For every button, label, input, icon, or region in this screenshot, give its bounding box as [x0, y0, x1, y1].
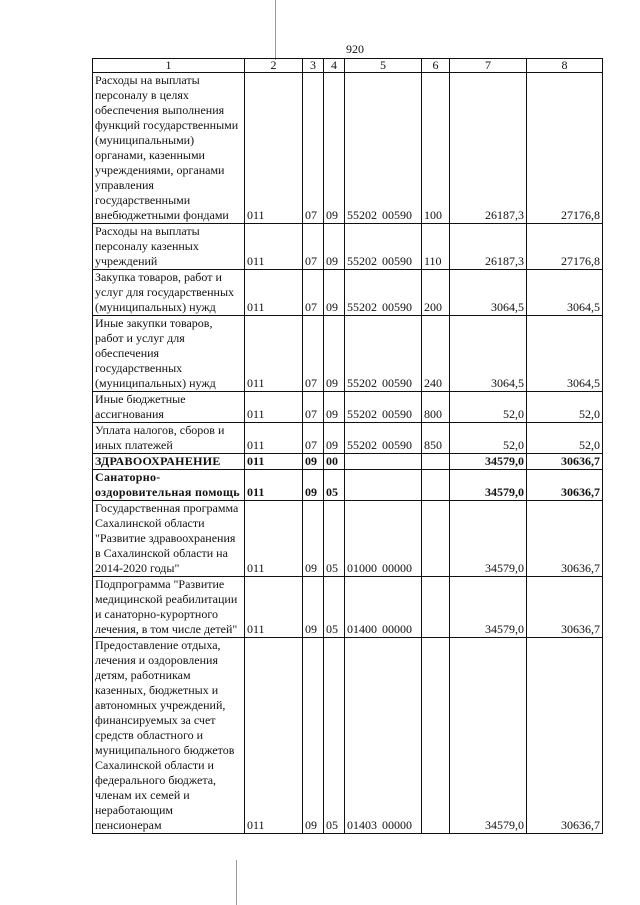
ministry-code: 011 [245, 423, 303, 454]
section-code: 07 [303, 73, 324, 224]
target-article-program: 01000 [347, 561, 377, 575]
expense-item-name: Закупка товаров, работ и услуг для государственных (муниципальных) нужд [93, 270, 245, 316]
amount-year-1: 26187,3 [450, 73, 527, 224]
subsection-code: 05 [324, 577, 345, 638]
target-article-code [345, 392, 422, 423]
ministry-code: 011 [245, 224, 303, 270]
amount-year-1: 3064,5 [450, 316, 527, 392]
expense-type-code: 100 [422, 73, 450, 224]
table-row [93, 470, 603, 501]
target-article-code [345, 224, 422, 270]
subsection-code: 05 [324, 501, 345, 577]
amount-year-1: 52,0 [450, 392, 527, 423]
amount-year-1: 34579,0 [450, 638, 527, 834]
target-article-direction: 00000 [382, 561, 412, 575]
section-code: 09 [303, 577, 324, 638]
subsection-code: 09 [324, 73, 345, 224]
target-article-code [345, 423, 422, 454]
column-header: 7 [450, 59, 527, 73]
target-article-code [345, 270, 422, 316]
target-article-code [345, 470, 422, 501]
target-article-direction: 00590 [382, 208, 412, 222]
expense-item-name: Иные закупки товаров, работ и услуг для обеспечения государственных (муниципальных) нужд [93, 316, 245, 392]
target-article-program: 01403 [347, 818, 377, 832]
section-code: 09 [303, 470, 324, 501]
amount-year-1: 34579,0 [450, 501, 527, 577]
amount-year-2: 30636,7 [527, 638, 603, 834]
table-row [93, 423, 603, 454]
amount-year-1: 34579,0 [450, 454, 527, 470]
expense-item-name: Расходы на выплаты персоналу казенных учреждений [93, 224, 245, 270]
ministry-code: 011 [245, 454, 303, 470]
table-row [93, 638, 603, 834]
target-article-program: 01400 [347, 622, 377, 636]
expense-item-name: Государственная программа Сахалинской области "Развитие здравоохранения в Сахалинской области на 2014-2020 годы" [93, 501, 245, 577]
amount-year-1: 26187,3 [450, 224, 527, 270]
table-row [93, 224, 603, 270]
target-article-code [345, 454, 422, 470]
column-header: 3 [303, 59, 324, 73]
target-article-program: 55202 [347, 208, 377, 222]
ministry-code: 011 [245, 501, 303, 577]
subsection-code: 05 [324, 470, 345, 501]
expense-type-code [422, 638, 450, 834]
column-header: 5 [345, 59, 422, 73]
amount-year-2: 30636,7 [527, 501, 603, 577]
column-header: 8 [527, 59, 603, 73]
amount-year-2: 27176,8 [527, 224, 603, 270]
amount-year-2: 52,0 [527, 423, 603, 454]
amount-year-1: 3064,5 [450, 270, 527, 316]
subsection-code: 09 [324, 316, 345, 392]
section-code: 07 [303, 224, 324, 270]
amount-year-2: 3064,5 [527, 316, 603, 392]
expense-item-name: Иные бюджетные ассигнования [93, 392, 245, 423]
page-number: 920 [346, 42, 364, 56]
target-article-code [345, 316, 422, 392]
target-article-program: 55202 [347, 254, 377, 268]
section-code: 09 [303, 638, 324, 834]
target-article-direction: 00590 [382, 407, 412, 421]
column-header: 2 [245, 59, 303, 73]
scan-fold-line [236, 860, 237, 905]
ministry-code: 011 [245, 470, 303, 501]
section-code: 07 [303, 423, 324, 454]
target-article-direction: 00000 [382, 818, 412, 832]
budget-table-body [93, 59, 603, 834]
expense-item-name: Предоставление отдыха, лечения и оздоровления детям, работникам казенных, бюджетных и автономных учреждений, финансируемых за счет средств областного и муниципального бюджетов Сахалинской области и федерального бюджета, членам их семей и неработающим пенсионерам [93, 638, 245, 834]
expense-type-code [422, 454, 450, 470]
table-row [93, 501, 603, 577]
column-header: 6 [422, 59, 450, 73]
table-row [93, 577, 603, 638]
subsection-code: 05 [324, 638, 345, 834]
section-code: 09 [303, 454, 324, 470]
expense-type-code: 240 [422, 316, 450, 392]
target-article-direction: 00000 [382, 622, 412, 636]
amount-year-2: 52,0 [527, 392, 603, 423]
section-code: 07 [303, 392, 324, 423]
expense-type-code [422, 577, 450, 638]
target-article-direction: 00590 [382, 376, 412, 390]
section-code: 07 [303, 270, 324, 316]
table-row [93, 73, 603, 224]
table-header-row [93, 59, 603, 73]
section-code: 07 [303, 316, 324, 392]
subsection-code: 09 [324, 224, 345, 270]
ministry-code: 011 [245, 270, 303, 316]
expense-item-name: Подпрограмма "Развитие медицинской реабилитации и санаторно-курортного лечения, в том числе детей" [93, 577, 245, 638]
budget-table [92, 58, 603, 834]
table-row [93, 454, 603, 470]
subsection-code: 09 [324, 423, 345, 454]
expense-type-code: 110 [422, 224, 450, 270]
amount-year-2: 30636,7 [527, 470, 603, 501]
column-header: 1 [93, 59, 245, 73]
amount-year-1: 34579,0 [450, 470, 527, 501]
target-article-direction: 00590 [382, 438, 412, 452]
target-article-code [345, 638, 422, 834]
amount-year-2: 27176,8 [527, 73, 603, 224]
subsection-code: 09 [324, 270, 345, 316]
expense-type-code: 800 [422, 392, 450, 423]
target-article-program: 55202 [347, 438, 377, 452]
amount-year-2: 30636,7 [527, 454, 603, 470]
column-header: 4 [324, 59, 345, 73]
expense-type-code [422, 470, 450, 501]
scan-fold-line [275, 0, 276, 60]
ministry-code: 011 [245, 392, 303, 423]
target-article-code [345, 577, 422, 638]
ministry-code: 011 [245, 577, 303, 638]
amount-year-1: 34579,0 [450, 577, 527, 638]
ministry-code: 011 [245, 73, 303, 224]
expense-item-name: Уплата налогов, сборов и иных платежей [93, 423, 245, 454]
amount-year-2: 30636,7 [527, 577, 603, 638]
target-article-program: 55202 [347, 300, 377, 314]
ministry-code: 011 [245, 316, 303, 392]
table-row [93, 270, 603, 316]
expense-item-name: ЗДРАВООХРАНЕНИЕ [93, 454, 245, 470]
amount-year-1: 52,0 [450, 423, 527, 454]
target-article-direction: 00590 [382, 300, 412, 314]
expense-item-name: Санаторно-оздоровительная помощь [93, 470, 245, 501]
target-article-direction: 00590 [382, 254, 412, 268]
amount-year-2: 3064,5 [527, 270, 603, 316]
ministry-code: 011 [245, 638, 303, 834]
expense-type-code [422, 501, 450, 577]
target-article-program: 55202 [347, 407, 377, 421]
subsection-code: 00 [324, 454, 345, 470]
expense-type-code: 850 [422, 423, 450, 454]
section-code: 09 [303, 501, 324, 577]
table-row [93, 316, 603, 392]
target-article-program: 55202 [347, 376, 377, 390]
expense-type-code: 200 [422, 270, 450, 316]
target-article-code [345, 501, 422, 577]
subsection-code: 09 [324, 392, 345, 423]
table-row [93, 392, 603, 423]
expense-item-name: Расходы на выплаты персоналу в целях обеспечения выполнения функций государственными (муниципальными) органами, казенными учреждениями, органами управления государственными внебюджетными фондами [93, 73, 245, 224]
target-article-code [345, 73, 422, 224]
